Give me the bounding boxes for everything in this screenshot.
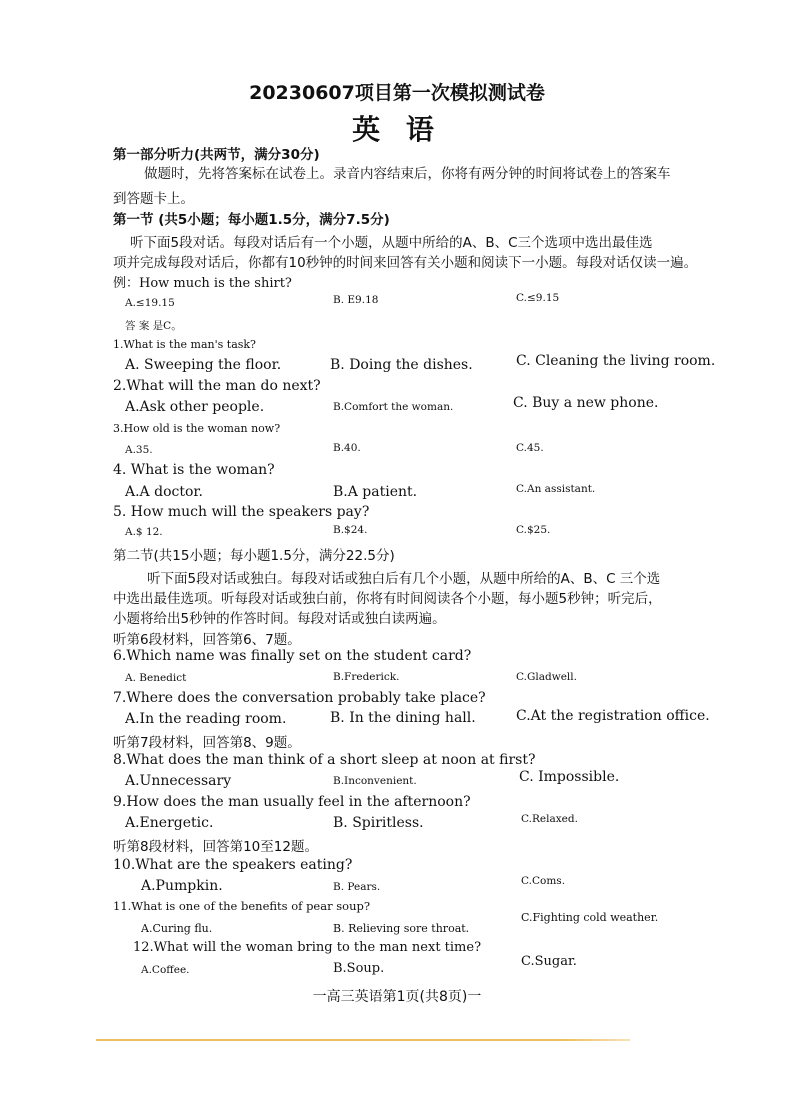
- option-10c: C.Coms.: [521, 875, 566, 887]
- option-4a: A.A doctor.: [125, 484, 204, 500]
- part1-instruction: 做题时，先将答案标在试卷上。录音内容结束后，你将有两分钟的时间将试卷上的答案车: [144, 166, 671, 182]
- option-7a: A.In the reading room.: [125, 711, 287, 727]
- option-5b: B.$24.: [333, 524, 368, 536]
- question-10: 10.What are the speakers eating?: [113, 857, 353, 873]
- option-9b: B. Spiritless.: [333, 815, 424, 831]
- question-7: 7.Where does the conversation probably take place?: [113, 690, 486, 706]
- option-12c: C.Sugar.: [521, 954, 577, 969]
- question-5: 5. How much will the speakers pay?: [113, 504, 370, 520]
- option-2c: C. Buy a new phone.: [513, 395, 659, 411]
- option-12b: B.Soup.: [333, 961, 385, 976]
- example-answer: 答 案 是C。: [125, 320, 182, 332]
- option-10b: B. Pears.: [333, 881, 381, 893]
- material-6-note: 听第6段材料，回答第6、7题。: [113, 632, 301, 648]
- option-1c: C. Cleaning the living room.: [516, 353, 716, 369]
- option-5a: A.$ 12.: [125, 526, 163, 538]
- option-11a: A.Curing flu.: [141, 922, 213, 935]
- question-6: 6.Which name was finally set on the student card?: [113, 648, 472, 664]
- question-11: 11.What is one of the benefits of pear soup?: [113, 899, 370, 913]
- question-2: 2.What will the man do next?: [113, 378, 321, 394]
- section1-heading: 第一节 (共5小题；每小题1.5分，满分7.5分): [113, 212, 390, 228]
- option-11b: B. Relieving sore throat.: [333, 922, 470, 935]
- option-7b: B. In the dining hall.: [330, 710, 476, 726]
- option-7c: C.At the registration office.: [516, 708, 710, 724]
- section2-instruction: 小题将给出5秒钟的作答时间。每段对话或独白读两遍。: [113, 611, 446, 627]
- exam-title: 20230607项目第一次模拟测试卷: [249, 82, 545, 104]
- option-12a: A.Coffee.: [141, 964, 190, 976]
- option-1a: A. Sweeping the floor.: [125, 357, 282, 373]
- option-6b: B.Frederick.: [333, 671, 400, 683]
- option-3c: C.45.: [516, 442, 544, 454]
- example-question: 例：How much is the shirt?: [113, 276, 292, 291]
- option-2a: A.Ask other people.: [125, 399, 265, 415]
- section2-instruction: 中选出最佳选项。听每段对话或独白前，你将有时间阅读各个小题，每小题5秒钟；听完后，: [113, 591, 662, 607]
- question-12: 12.What will the woman bring to the man next time?: [133, 940, 482, 955]
- bottom-divider: [96, 1039, 630, 1041]
- option-1b: B. Doing the dishes.: [330, 357, 473, 373]
- option-5c: C.$25.: [516, 524, 551, 536]
- option-10a: A.Pumpkin.: [141, 878, 223, 894]
- example-option-b: B. E9.18: [333, 294, 379, 306]
- material-7-note: 听第7段材料，回答第8、9题。: [113, 735, 301, 751]
- question-1: 1.What is the man's task?: [113, 338, 256, 351]
- question-8: 8.What does the man think of a short sleep at noon at first?: [113, 752, 536, 768]
- option-9a: A.Energetic.: [125, 815, 214, 831]
- option-3a: A.35.: [125, 444, 153, 456]
- material-8-note: 听第8段材料，回答第10至12题。: [113, 839, 318, 855]
- option-3b: B.40.: [333, 442, 361, 454]
- example-option-c: C.≤9.15: [516, 292, 560, 304]
- option-2b: B.Comfort the woman.: [333, 401, 454, 413]
- option-9c: C.Relaxed.: [521, 813, 578, 825]
- part1-heading: 第一部分听力(共两节，满分30分): [113, 147, 320, 163]
- question-9: 9.How does the man usually feel in the afternoon?: [113, 794, 471, 810]
- question-4: 4. What is the woman?: [113, 462, 275, 478]
- section2-instruction: 听下面5段对话或独白。每段对话或独白后有几个小题，从题中所给的A、B、C 三个选: [147, 571, 661, 587]
- option-4b: B.A patient.: [333, 484, 418, 500]
- page-footer: 一高三英语第1页(共8页)一: [312, 989, 482, 1005]
- section1-instruction: 听下面5段对话。每段对话后有一个小题，从题中所给的A、B、C三个选项中选出最佳选: [130, 235, 653, 251]
- option-11c: C.Fighting cold weather.: [521, 911, 659, 924]
- option-8b: B.Inconvenient.: [333, 775, 417, 787]
- option-6a: A. Benedict: [125, 672, 187, 684]
- section1-instruction: 项并完成每段对话后，你都有10秒钟的时间来回答有关小题和阅读下一小题。每段对话仅读一遍。: [113, 255, 698, 271]
- option-4c: C.An assistant.: [516, 483, 596, 495]
- section2-heading: 第二节(共15小题；每小题1.5分，满分22.5分): [113, 548, 395, 564]
- option-8c: C. Impossible.: [519, 769, 620, 785]
- option-6c: C.Gladwell.: [516, 671, 577, 683]
- question-3: 3.How old is the woman now?: [113, 422, 281, 435]
- option-8a: A.Unnecessary: [125, 773, 232, 789]
- subject-title: 英 语: [352, 113, 442, 146]
- example-option-a: A.≤19.15: [125, 297, 175, 309]
- part1-instruction: 到答题卡上。: [113, 191, 194, 207]
